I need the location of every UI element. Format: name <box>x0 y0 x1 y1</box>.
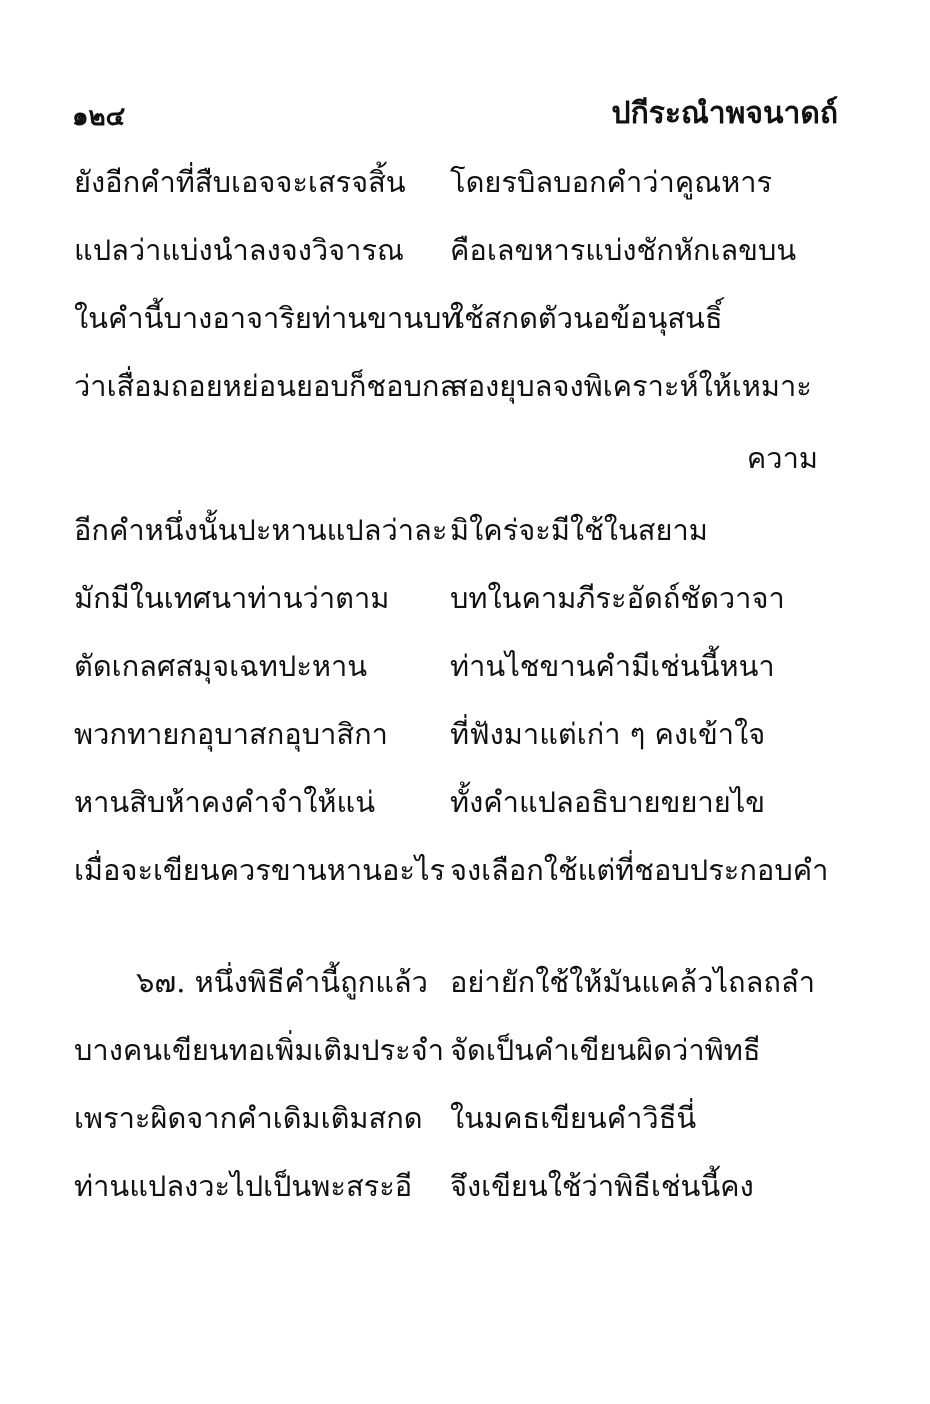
verse-second-half: อย่ายักใช้ให้มันแคล้วไถลถลำ <box>450 965 815 999</box>
verse-line <box>74 508 844 576</box>
verse-line <box>74 296 844 364</box>
verse-line <box>74 160 844 228</box>
verse-second-half: จัดเป็นคำเขียนผิดว่าพิทธี <box>450 1033 761 1067</box>
verse-continuation-word: ความ <box>746 441 818 475</box>
page-number: ๑๒๔ <box>72 102 126 132</box>
verse-line <box>74 712 844 780</box>
running-title: ปกีระณำพจนาดถ์ <box>611 96 838 131</box>
verse-first-half: ยังอีกคำที่สืบเอจจะเสรจสิ้น <box>74 165 406 199</box>
verse-second-half: จึงเขียนใช้ว่าพิธีเช่นนี้คง <box>450 1169 754 1203</box>
verse-second-half: โดยรบิลบอกคำว่าคูณหาร <box>450 165 773 199</box>
verse-first-half: เพราะผิดจากคำเดิมเติมสกด <box>74 1101 423 1135</box>
verse-first-half: พวกทายกอุบาสกอุบาสิกา <box>74 717 388 751</box>
verse-first-half: ๖๗. หนึ่งพิธีคำนี้ถูกแล้ว <box>136 965 428 999</box>
verse-line <box>74 780 844 848</box>
verse-line <box>74 576 844 644</box>
verse-line <box>74 364 844 432</box>
verse-second-half: จงเลือกใช้แต่ที่ชอบประกอบคำ <box>450 853 829 887</box>
verse-first-half: ตัดเกลศสมุจเฉทปะหาน <box>74 649 368 683</box>
verse-second-half: ทั้งคำแปลอธิบายขยายไข <box>450 785 766 819</box>
verse-first-half: ในคำนี้บางอาจาริยท่านขานบท <box>74 301 461 335</box>
verse-line <box>74 1096 844 1164</box>
verse-first-half: มักมีในเทศนาท่านว่าตาม <box>74 581 390 615</box>
verse-first-half: เมื่อจะเขียนควรขานหานอะไร <box>74 853 446 887</box>
verse-second-half: บทในคามภีระอัดถ์ชัดวาจา <box>450 581 785 615</box>
poem-body <box>74 160 844 1232</box>
verse-second-half: มิใคร่จะมีใช้ในสยาม <box>450 513 708 547</box>
verse-second-half: ในมคธเขียนคำวิธีนี่ <box>450 1101 697 1135</box>
verse-line-numbered <box>74 960 844 1028</box>
verse-line <box>74 228 844 296</box>
verse-second-half: ท่านไชขานคำมีเช่นนี้หนา <box>450 649 775 683</box>
verse-first-half: ท่านแปลงวะไปเป็นพะสระอี <box>74 1169 413 1203</box>
verse-first-half: บางคนเขียนทอเพิ่มเติมประจำ <box>74 1033 445 1067</box>
verse-continuation-line <box>74 432 844 508</box>
verse-first-half: อีกคำหนึ่งนั้นปะหานแปลว่าละ <box>74 513 448 547</box>
verse-line <box>74 848 844 916</box>
verse-first-half: หานสิบห้าคงคำจำให้แน่ <box>74 785 376 819</box>
verse-second-half: ใช้สกดตัวนอข้อนุสนธิ์ <box>450 301 723 335</box>
verse-second-half: คือเลขหารแบ่งชักหักเลขบน <box>450 233 797 267</box>
verse-line <box>74 644 844 712</box>
verse-second-half: ที่ฟังมาแต่เก่า ๆ คงเข้าใจ <box>450 717 766 751</box>
verse-line <box>74 1164 844 1232</box>
verse-line <box>74 1028 844 1096</box>
verse-second-half: สองยุบลจงพิเคราะห์ให้เหมาะ <box>450 369 812 403</box>
verse-first-half: ว่าเสื่อมถอยหย่อนยอบก็ชอบกล <box>74 369 458 403</box>
verse-first-half: แปลว่าแบ่งนำลงจงวิจารณ <box>74 233 404 267</box>
